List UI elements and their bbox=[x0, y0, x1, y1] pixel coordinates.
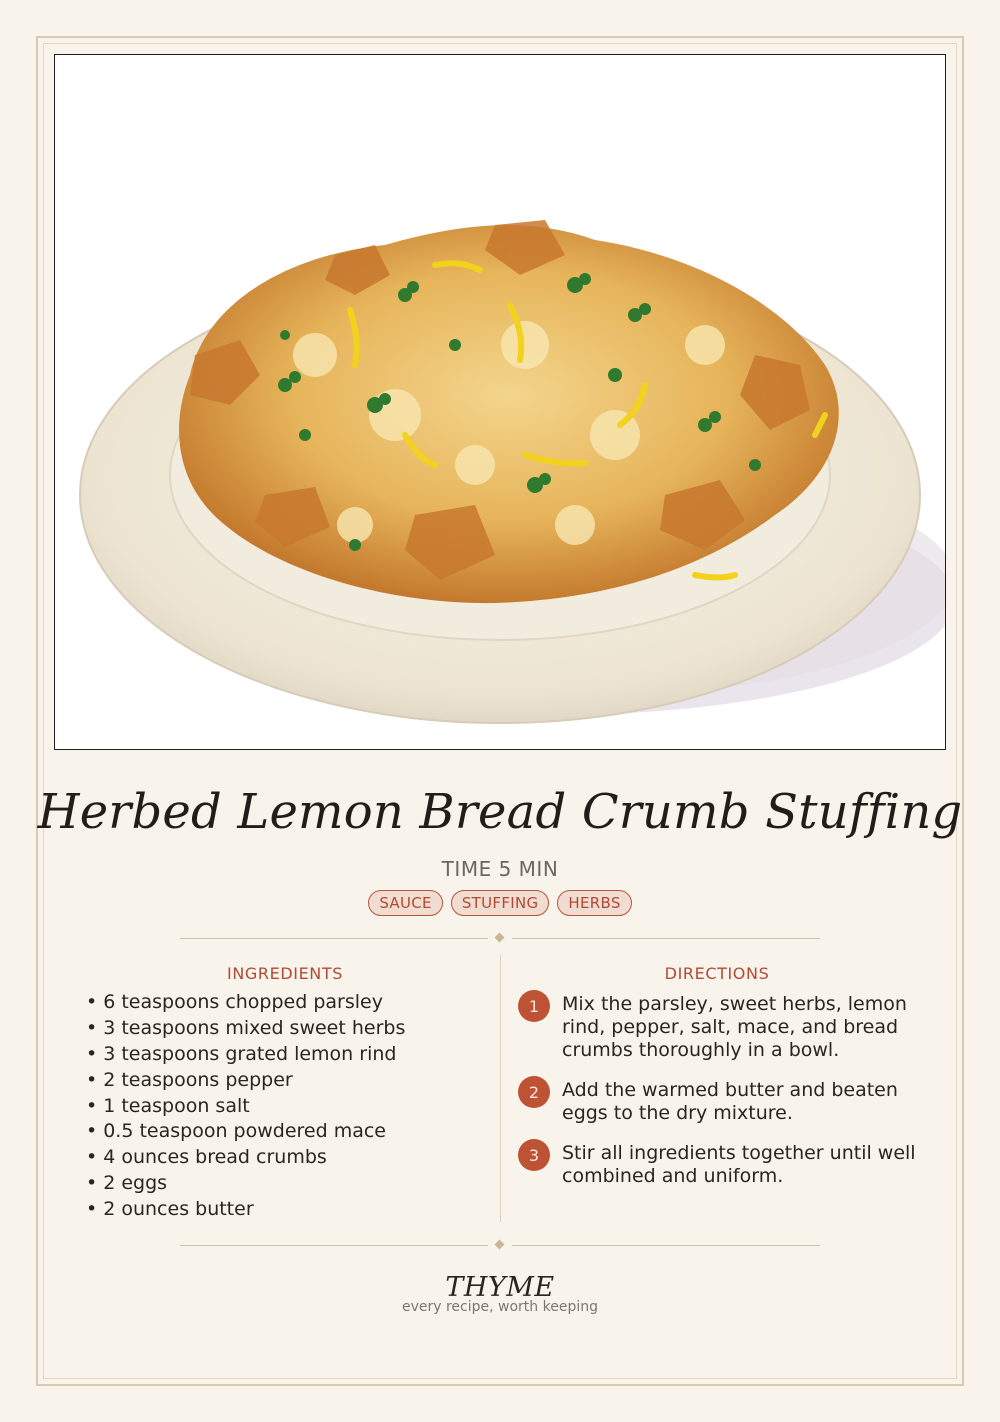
ingredient-item: • 1 teaspoon salt bbox=[86, 1094, 250, 1117]
recipe-illustration bbox=[54, 54, 946, 750]
ingredient-item: • 2 eggs bbox=[86, 1172, 168, 1195]
tag-list bbox=[0, 890, 1000, 916]
ingredient-item: • 6 teaspoons chopped parsley bbox=[86, 991, 383, 1013]
directions-heading: DIRECTIONS bbox=[664, 964, 770, 983]
step-number-badge: 2 bbox=[518, 1076, 550, 1108]
ingredients-heading: INGREDIENTS bbox=[227, 964, 343, 983]
diamond-ornament-icon bbox=[495, 1240, 505, 1250]
ingredient-item: • 3 teaspoons grated lemon rind bbox=[86, 1042, 397, 1065]
ingredient-item: • 0.5 teaspoon powdered mace bbox=[86, 1120, 386, 1143]
directions-list bbox=[518, 990, 923, 1202]
ingredient-item: • 3 teaspoons mixed sweet herbs bbox=[86, 1016, 406, 1039]
recipe-title: Herbed Lemon Bread Crumb Stuffing bbox=[37, 784, 963, 840]
tag-sauce[interactable]: SAUCE bbox=[368, 890, 443, 916]
direction-step bbox=[518, 990, 923, 1062]
section-divider-bottom bbox=[180, 1241, 820, 1251]
diamond-ornament-icon bbox=[495, 933, 505, 943]
step-number-badge: 1 bbox=[518, 990, 550, 1022]
step-text: Add the warmed butter and beaten eggs to the dry mixture. bbox=[562, 1079, 898, 1124]
ingredient-item: • 2 ounces butter bbox=[86, 1198, 254, 1221]
direction-step bbox=[518, 1139, 923, 1188]
ingredient-item: • 2 teaspoons pepper bbox=[86, 1068, 293, 1091]
tag-herbs[interactable]: HERBS bbox=[557, 890, 631, 916]
step-text: Stir all ingredients together until well combined and uniform. bbox=[562, 1142, 916, 1187]
section-divider-top bbox=[180, 934, 820, 944]
cook-time: TIME 5 MIN bbox=[441, 857, 559, 881]
brand-tagline: every recipe, worth keeping bbox=[401, 1299, 598, 1315]
tag-stuffing[interactable]: STUFFING bbox=[451, 890, 550, 916]
direction-step bbox=[518, 1076, 923, 1125]
brand-name: THYME bbox=[445, 1272, 555, 1303]
ingredient-item: • 4 ounces bread crumbs bbox=[86, 1146, 327, 1169]
column-separator bbox=[500, 955, 501, 1222]
step-text: Mix the parsley, sweet herbs, lemon rind, pepper, salt, mace, and bread crumbs thoroughly in a bowl. bbox=[562, 993, 907, 1061]
step-number-badge: 3 bbox=[518, 1139, 550, 1171]
ingredients-list bbox=[86, 990, 486, 1223]
